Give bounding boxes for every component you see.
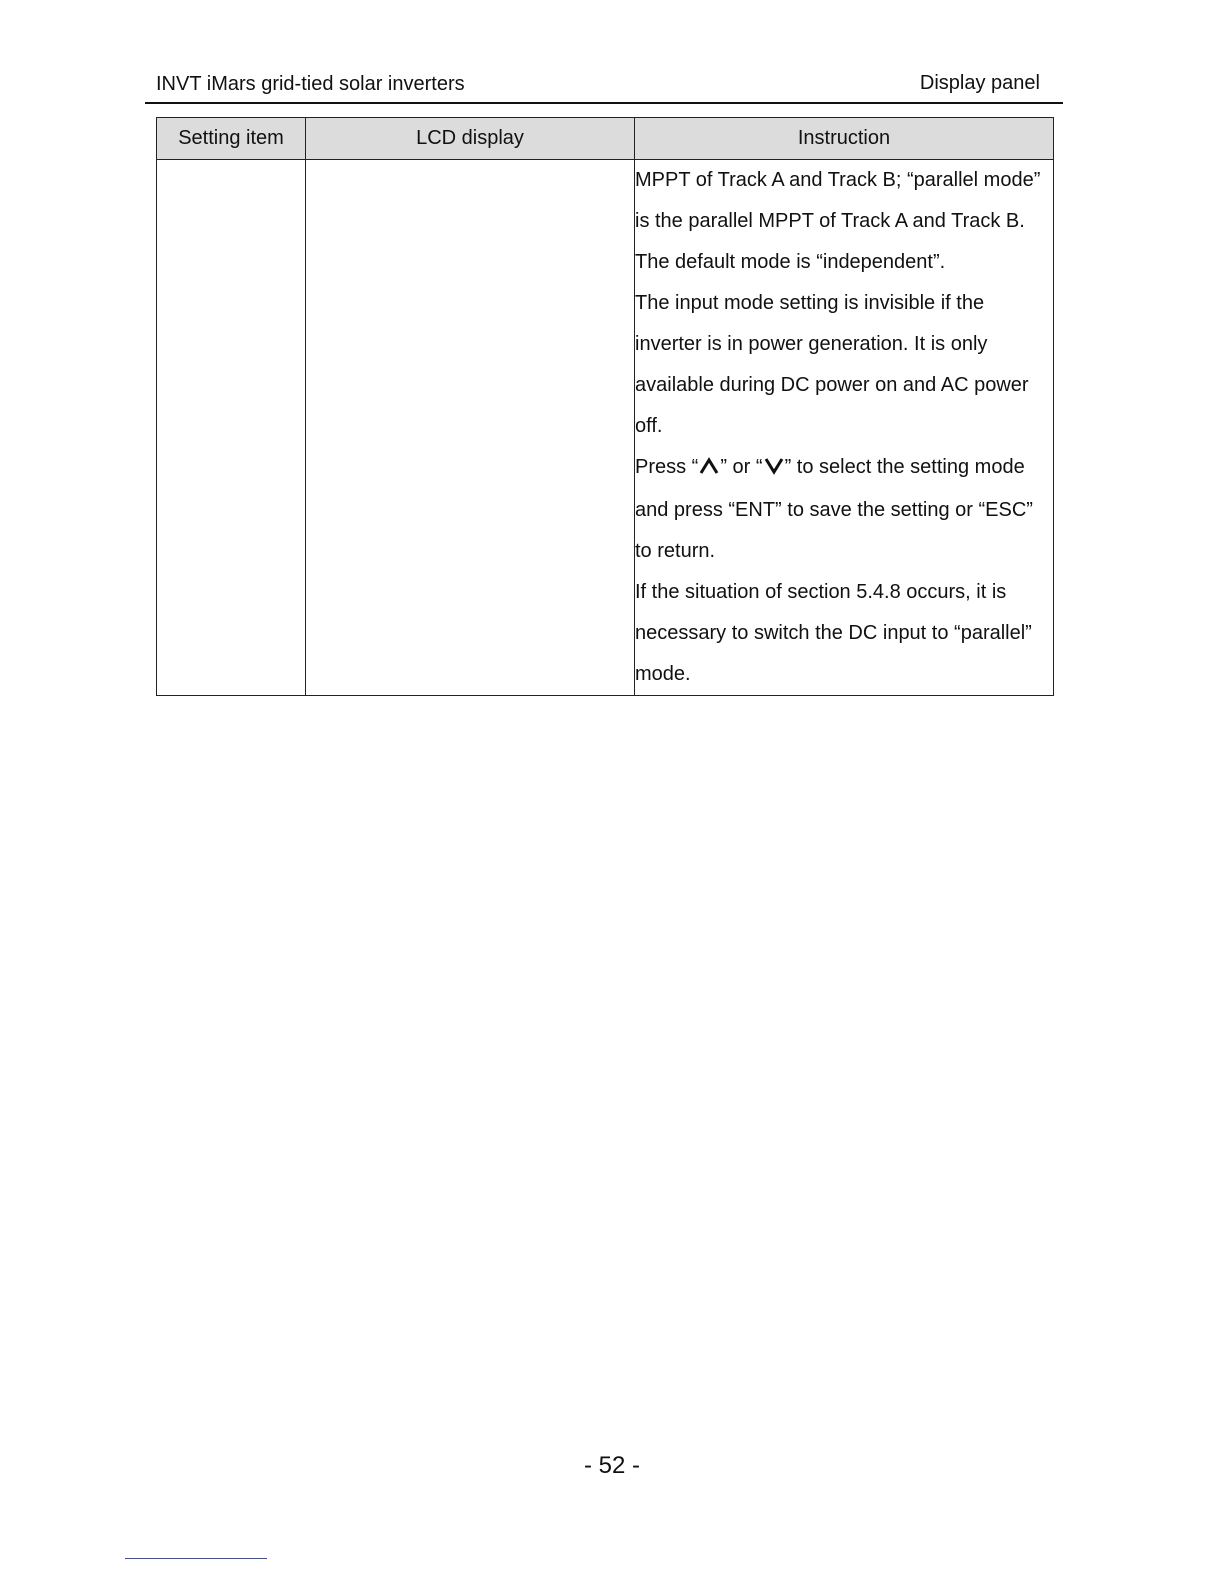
page-header xyxy=(145,70,1063,104)
table-header-row xyxy=(157,118,1054,160)
page-number: - 52 - xyxy=(583,1452,640,1479)
column-header-lcd-display: LCD display xyxy=(306,118,635,160)
column-header-setting-item: Setting item xyxy=(157,118,306,160)
instruction-paragraph-visibility: The input mode setting is invisible if the inverter is in power generation. It is only available during DC power on and AC power off. xyxy=(635,292,1029,437)
document-title: INVT iMars grid-tied solar inverters xyxy=(156,73,465,95)
instruction-paragraph-keys xyxy=(635,447,1053,572)
instruction-cell xyxy=(635,160,1054,696)
up-arrow-icon xyxy=(699,449,719,490)
instruction-text-or: ” or “ xyxy=(720,456,763,478)
table-row xyxy=(157,160,1054,696)
instruction-text-select: ” to select the setting mode and press “ENT” to save the setting or “ESC” to return. xyxy=(635,456,1033,562)
footer-divider xyxy=(125,1558,267,1559)
settings-table xyxy=(156,117,1054,696)
lcd-display-cell xyxy=(306,160,635,696)
down-arrow-icon xyxy=(764,449,784,490)
setting-item-cell xyxy=(157,160,306,696)
instruction-paragraph-default: The default mode is “independent”. xyxy=(635,251,946,273)
instruction-text-press: Press “ xyxy=(635,456,699,478)
instruction-paragraph-mode: MPPT of Track A and Track B; “parallel mode” is the parallel MPPT of Track A and Track B. xyxy=(635,169,1041,232)
section-title: Display panel xyxy=(919,72,1040,94)
instruction-paragraph-parallel: If the situation of section 5.4.8 occurs, it is necessary to switch the DC input to “parallel” mode. xyxy=(635,581,1032,685)
column-header-instruction: Instruction xyxy=(635,118,1054,160)
